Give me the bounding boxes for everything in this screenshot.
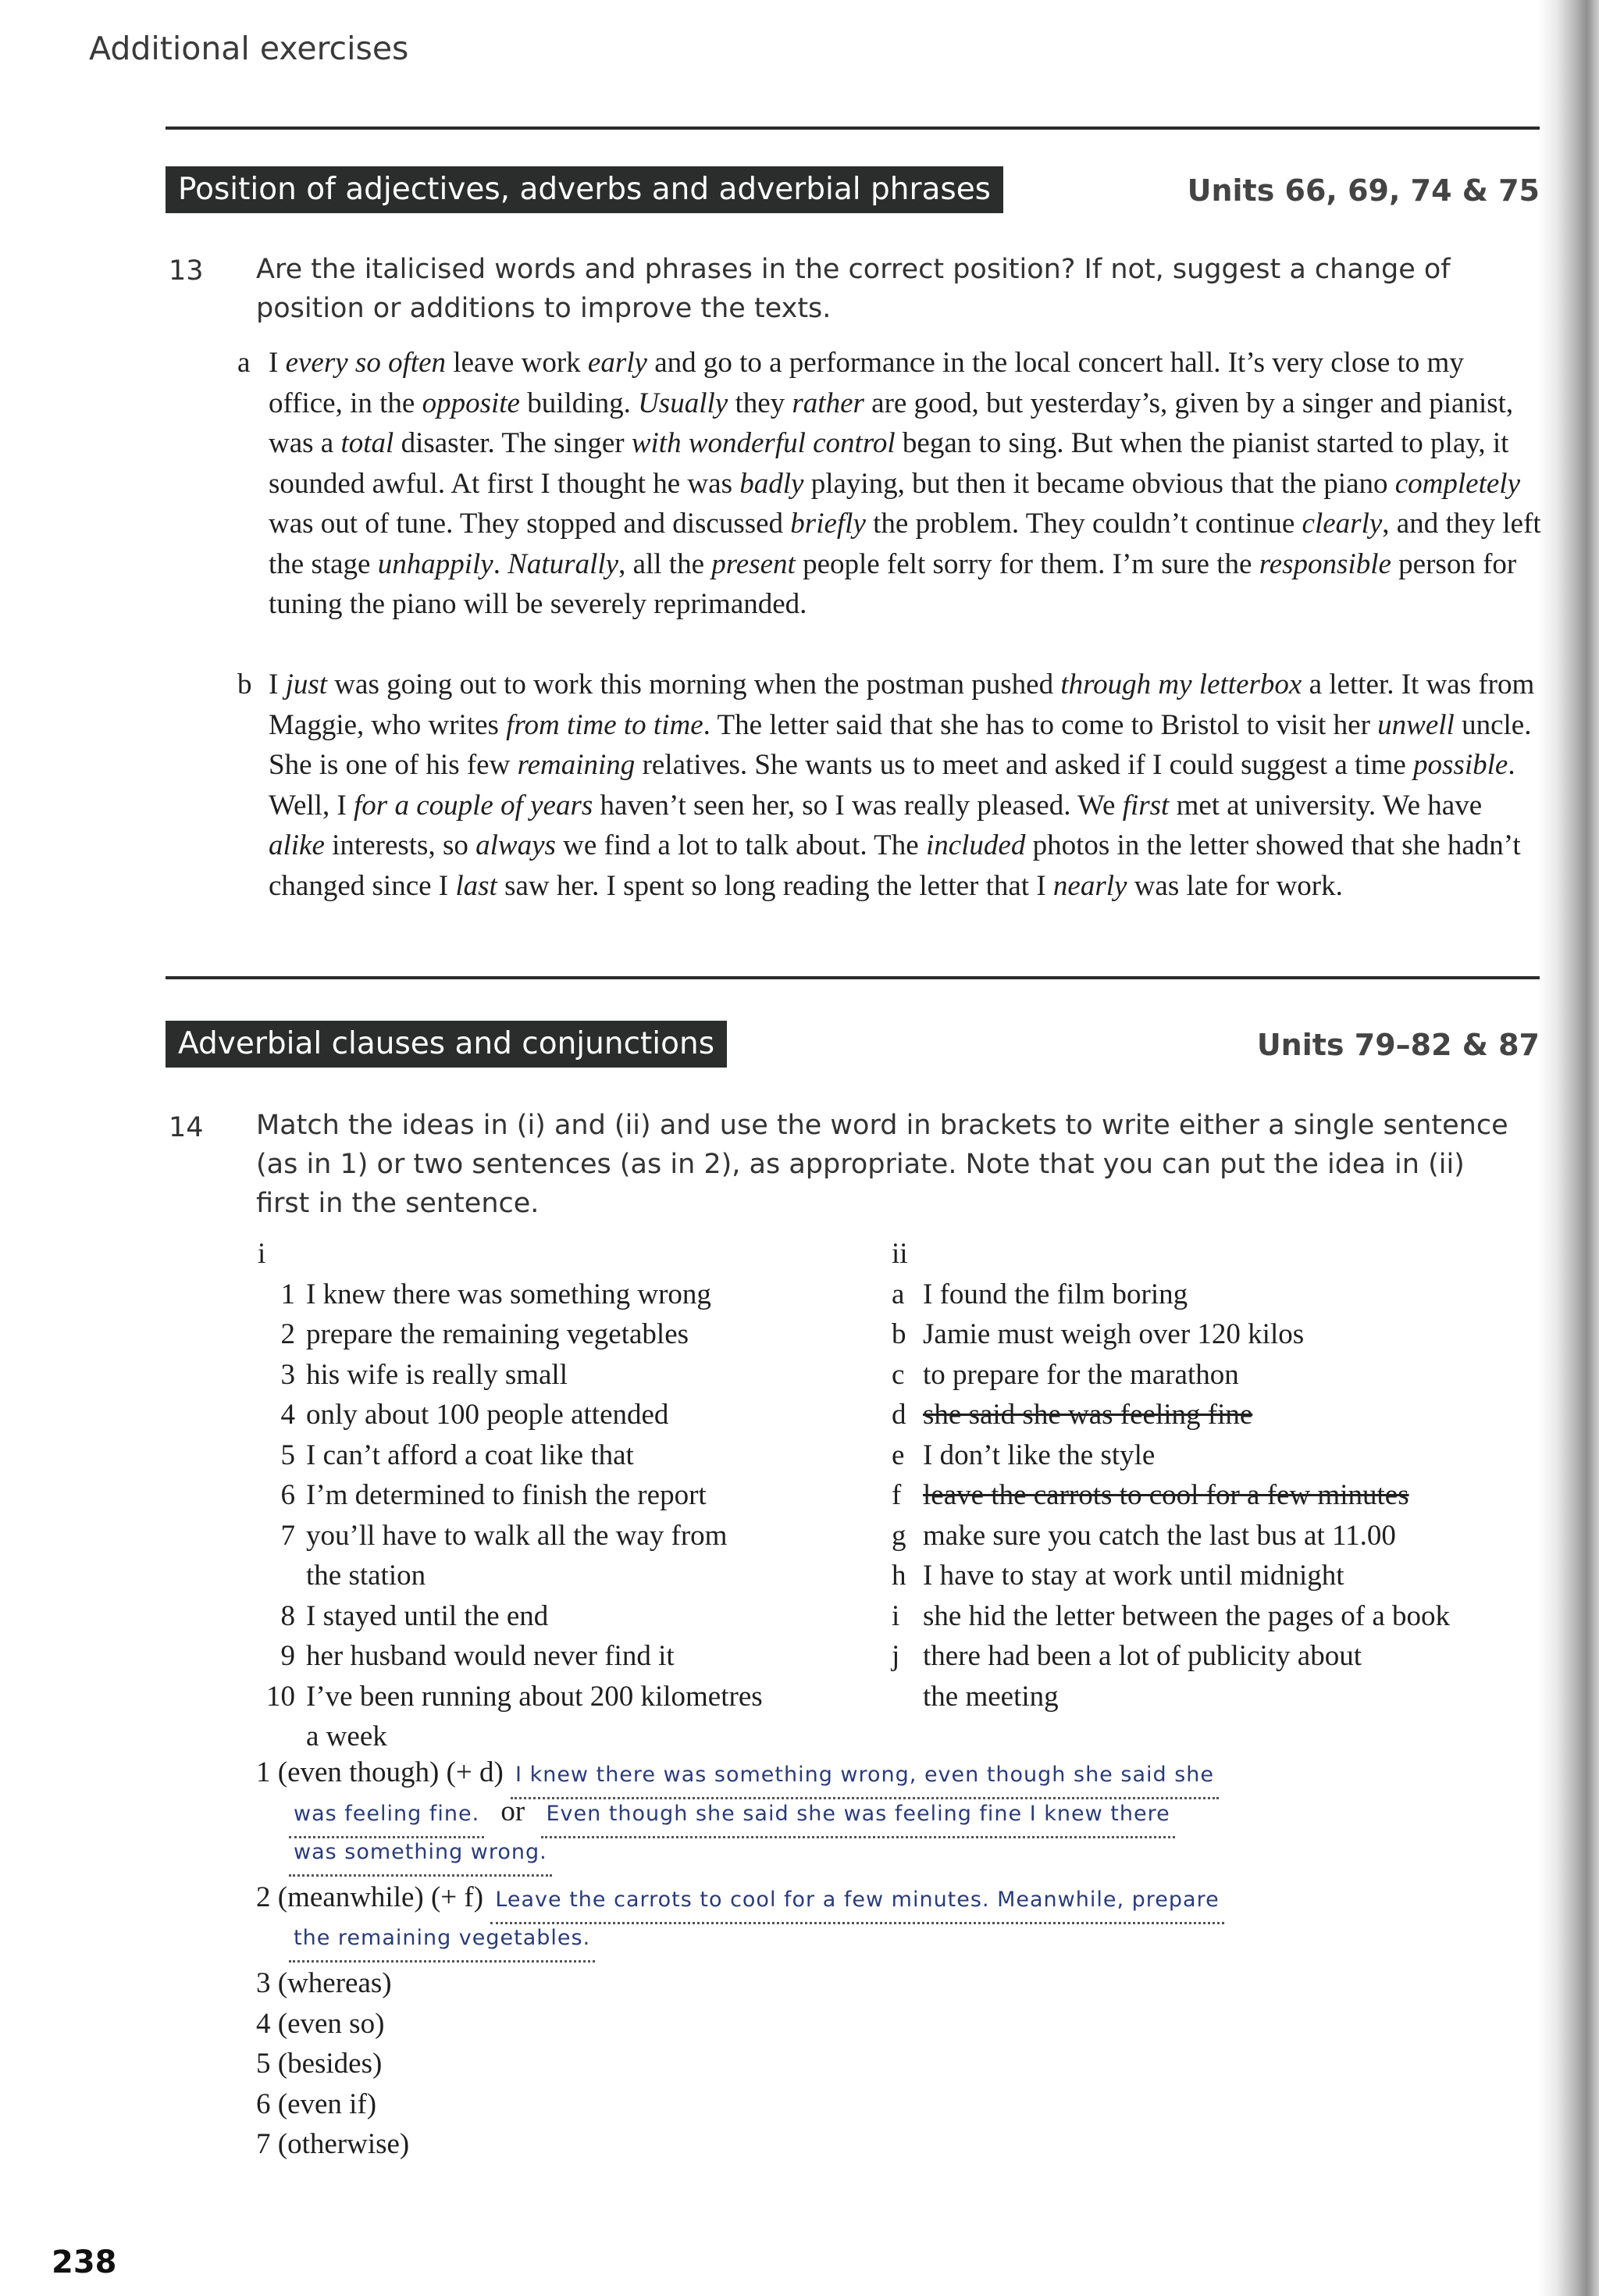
list-item: 5 I can’t afford a coat like that: [280, 1439, 634, 1471]
list-item: f leave the carrots to cool for a few minutes: [892, 1479, 1409, 1511]
text-a-label: a: [237, 347, 251, 379]
list-item: i she hid the letter between the pages of a book: [892, 1599, 1451, 1632]
section-title: Adverbial clauses and conjunctions: [166, 1021, 727, 1068]
running-head: Additional exercises: [89, 30, 409, 67]
list-item: 6 I’m determined to finish the report: [280, 1479, 707, 1511]
answer-1-alt-handwriting: was something wrong.: [289, 1832, 552, 1877]
list-item-continuation: the meeting: [923, 1680, 1059, 1713]
text-a: [237, 343, 1541, 625]
section-units: Units 66, 69, 74 & 75: [1187, 173, 1540, 208]
list-item: h I have to stay at work until midnight: [892, 1560, 1344, 1592]
list-item-continuation: the station: [306, 1560, 426, 1592]
text-b: [237, 665, 1541, 906]
list-item: e I don’t like the style: [892, 1439, 1156, 1471]
question-number: 14: [169, 1112, 204, 1143]
question-instruction: Match the ideas in (i) and (ii) and use the word in brackets to write either a single sentence (as in 1) or two sentences (as in 2), as appropriate. Note that you can put the idea in (ii) first in the sentence.: [256, 1110, 1508, 1219]
question-number: 13: [169, 255, 204, 287]
question-instruction: Are the italicised words and phrases in the correct position? If not, suggest a change of position or additions to improve the texts.: [256, 254, 1451, 324]
column-i: [258, 1234, 763, 1757]
section-title: Position of adjectives, adverbs and adverbial phrases: [166, 166, 1003, 213]
page-number: 238: [52, 2244, 117, 2280]
column-ii: [892, 1234, 1450, 1717]
prompt-item: 5 (besides): [256, 2048, 383, 2080]
prompt-item: 7 (otherwise): [256, 2128, 410, 2160]
prompt-item: 6 (even if): [256, 2087, 377, 2120]
book-spine-shadow: [1538, 0, 1599, 2296]
list-item: a I found the film boring: [892, 1278, 1188, 1310]
list-item: b Jamie must weigh over 120 kilos: [892, 1318, 1305, 1350]
answer-2-prompt: 2 (meanwhile) (+ f): [256, 1881, 484, 1913]
list-item: g make sure you catch the last bus at 11.00: [892, 1519, 1396, 1552]
list-item: 3 his wife is really small: [280, 1358, 568, 1391]
list-item: c to prepare for the marathon: [892, 1358, 1239, 1391]
column-i-header: i: [258, 1238, 266, 1270]
answer-1-handwriting: I knew there was something wrong, even though she said she: [511, 1755, 1219, 1799]
or-label: or: [500, 1795, 525, 1827]
list-item: 9 her husband would never find it: [280, 1640, 675, 1672]
answer-1-alt-handwriting: Even though she said she was feeling fine I knew there: [541, 1794, 1174, 1838]
list-item: 2 prepare the remaining vegetables: [280, 1318, 689, 1350]
list-item: 10 I’ve been running about 200 kilometres: [266, 1680, 763, 1713]
answer-1-handwriting: was feeling fine.: [289, 1794, 484, 1838]
answer-1-line-3: [289, 1830, 552, 1877]
remaining-prompts: [256, 1963, 409, 2165]
text-b-body: I just was going out to work this morning when the postman pushed through my letterbox a letter. It was from Maggie, who writes from time to time. The letter said that she has to come to Bristol to visit her unwell uncle. She is one of his few remaining relatives. She wants us to meet and asked if I could suggest a time possible. Well, I for a couple of years haven’t seen her, so I was really pleased. We first met at university. We have alike interests, so always we find a lot to talk about. The included photos in the letter showed that she hadn’t changed since I last saw her. I spent so long reading the letter that I nearly was late for work.: [269, 668, 1535, 902]
list-item: 8 I stayed until the end: [280, 1599, 549, 1632]
section-divider: [166, 127, 1540, 130]
prompt-item: 4 (even so): [256, 2007, 385, 2040]
list-item: j there had been a lot of publicity about: [892, 1640, 1362, 1672]
column-ii-header: ii: [892, 1238, 908, 1270]
prompt-item: 3 (whereas): [256, 1967, 392, 1999]
section-units: Units 79–82 & 87: [1256, 1028, 1540, 1062]
list-item: d she said she was feeling fine: [892, 1399, 1253, 1431]
text-b-label: b: [237, 668, 252, 701]
list-item: 1 I knew there was something wrong: [280, 1278, 711, 1310]
list-item-continuation: a week: [306, 1720, 387, 1752]
answer-2-handwriting: the remaining vegetables.: [289, 1918, 595, 1963]
text-a-body: I every so often leave work early and go to a performance in the local concert hall. It’s very close to my office, in the opposite building. Usually they rather are good, but yesterday’s, given by a singer and pianist, was a total disaster. The singer with wonderful control began to sing. But when the pianist started to play, it sounded awful. At first I thought he was badly playing, but then it became obvious that the piano completely was out of tune. They stopped and discussed briefly the problem. They couldn’t continue clearly, and they left the stage unhappily. Naturally, all the present people felt sorry for them. I’m sure the responsible person for tuning the piano will be severely reprimanded.: [269, 347, 1541, 620]
list-item: 7 you’ll have to walk all the way from: [280, 1519, 728, 1552]
answer-2-handwriting: Leave the carrots to cool for a few minutes. Meanwhile, prepare: [490, 1880, 1223, 1924]
section-divider: [166, 976, 1540, 979]
list-item: 4 only about 100 people attended: [280, 1399, 669, 1431]
answer-1-prompt: 1 (even though) (+ d): [256, 1756, 504, 1788]
answer-2-line-2: [289, 1916, 595, 1963]
